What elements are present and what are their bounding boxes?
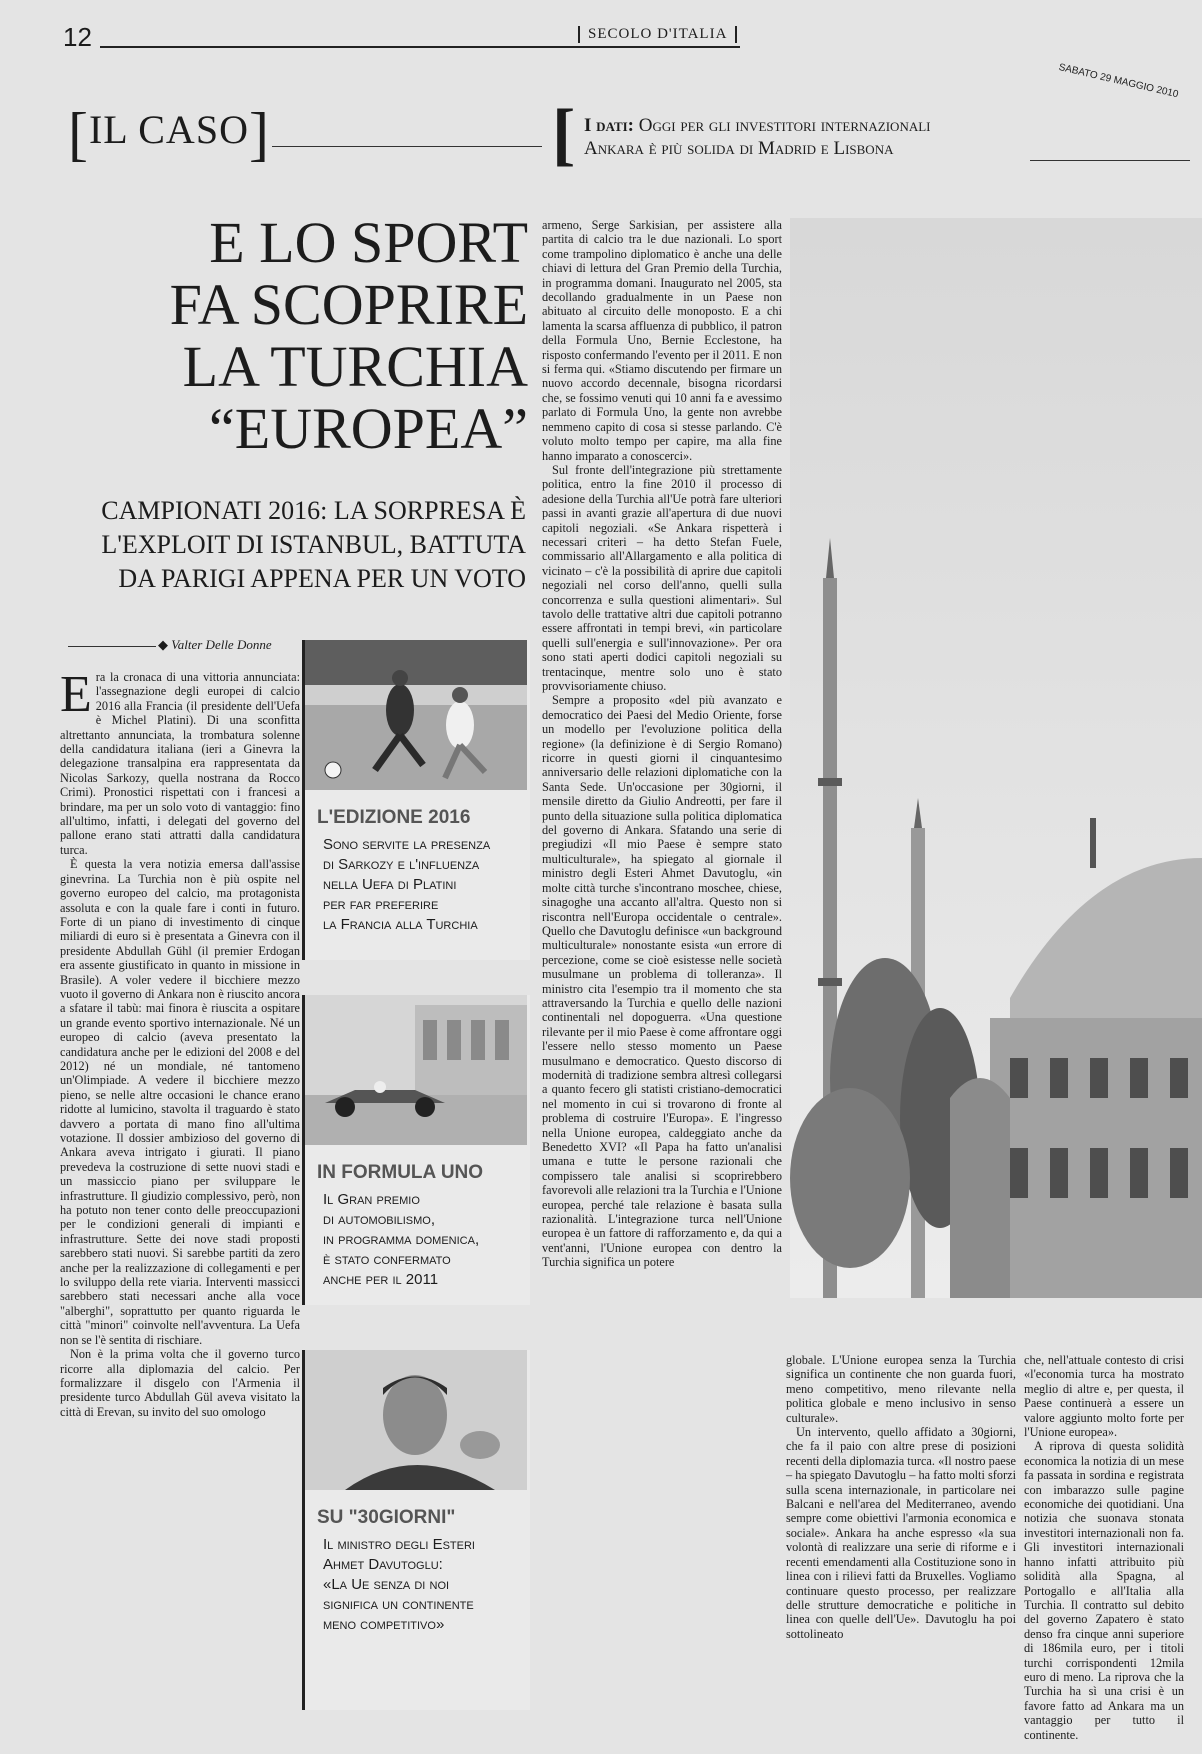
dati-kicker	[584, 114, 1054, 160]
headline-line: FA SCOPRIRE	[169, 272, 528, 337]
dateline: SABATO 29 MAGGIO 2010	[1057, 62, 1180, 101]
headline	[100, 212, 528, 460]
sidebar-text	[323, 1190, 530, 1290]
subhead-line: DA PARIGI APPENA PER UN VOTO	[118, 564, 526, 593]
formula1-photo	[305, 995, 527, 1145]
sidebar-line: Il ministro degli Esteri	[323, 1536, 475, 1553]
section-label: IL CASO	[88, 107, 249, 153]
paragraph: A riprova di questa solidità economica la notizia di un mese fa passata in sordina e registrata con imbarazzo sulle pagine economiche dei quotidiani. Una notizia che suonava stonata investitori internazionali non fa. Gli investitori internazionali hanno infatti attribuito più solidità alla Spagna, al Portogallo e all'Italia alla Turchia. Il contratto sul debito del governo Zapatero è stato denso fra cinque anni superiore di 186mila euro, per i titoli turchi corrispondenti 12mila euro di meno. La riprova che la Turchia ha sì una crisi è un favore fatto ad Ankara ma un vantaggio per tutto il continente.	[1024, 1439, 1184, 1742]
sidebar-text	[323, 835, 530, 935]
header-rule	[100, 46, 740, 48]
dati-label: I dati:	[584, 115, 635, 136]
sidebar-line: la Francia alla Turchia	[323, 916, 478, 933]
kicker-rule	[272, 146, 542, 147]
sidebar-box-30giorni	[302, 1350, 530, 1710]
mosque-photo	[790, 218, 1202, 1298]
sidebar-line: meno competitivo»	[323, 1616, 445, 1633]
paragraph: globale. L'Unione europea senza la Turchia significa un continente che non guarda fuori, meno competitivo, meno rilevante nella politica globale e meno inclusivo in senso culturale».	[786, 1353, 1016, 1425]
subhead-line: L'EXPLOIT DI ISTANBUL, BATTUTA	[101, 530, 526, 559]
paragraph: Sul fronte dell'integrazione più strettamente politica, entro la fine 2010 il processo di adesione della Turchia all'Ue potrà fare ulteriori passi in avanti grazie all'apertura di due nuovi capitoli negoziali. «Se Ankara rispetterà i necessari criteri – ha detto Stefan Fuele, commissario all'Allargamento e alla politica di vicinato – c'è la possibilità di aprire due capitoli negoziali nel corso dell'anno, quelli sulla concorrenza e sulla questioni alimentari». Sul tavolo delle trattative altri due capitoli potranno essere affrontati in tempi brevi, «in particolare quelli sull'energia e sull'innovazione». Per ora sono stati aperti dodici capitoli negoziali su trentacinque, mentre solo uno è stato provvisoriamente chiuso.	[542, 462, 782, 693]
article-column-4	[1024, 1353, 1184, 1742]
paragraph: Un intervento, quello affidato a 30giorni, che fa il paio con altre prese di posizioni recenti della diplomazia turca. «Il nostro paese – ha spiegato Davutoglu – ha fatto molti sforzi sulla scena internazionale, in particolare nei Balcani e nell'area del Mediterraneo, avendo sempre come obiettivi l'armonia economica e sociale». Ankara ha anche espresso «la sua volontà di realizzare una serie di riforme e i recenti emendamenti alla Costituzione sono in linea con i rilievi fatti da Bruxelles. Vogliamo continuare questo processo, per realizzare delle strutture democratiche e politiche in linea con quelle dell'Ue». Davutoglu ha poi sottolineato	[786, 1425, 1016, 1641]
dati-rule	[1030, 160, 1190, 161]
sidebar-text	[323, 1535, 530, 1635]
sidebar-line: Sono servite la presenza	[323, 836, 491, 853]
football-photo	[305, 640, 527, 790]
sidebar-line: per far preferire	[323, 896, 439, 913]
paragraph: ra la cronaca di una vittoria annunciata: l'assegnazione degli europei di calcio 2016 alla Francia (il presidente dell'Uefa è Michel Platini). Di una sconfitta altrettanto annunciata, la trombatura solenne della candidatura italiana (ieri a Ginevra la delegazione transalpina era rappresentata da Nicolas Sarkozy, quella nostrana da Rocco Crimi). Pronostici rispettati con i francesi a brindare, ma per un solo voto di vantaggio: fino all'ultimo, infatti, i delegati del governo del pallone erano stati attratti dalla candidatura turca.	[60, 670, 300, 857]
headline-line: E LO SPORT	[209, 210, 528, 275]
subheadline	[60, 494, 526, 596]
sidebar-line: di automobilismo,	[323, 1211, 436, 1228]
paragraph: che, nell'attuale contesto di crisi «l'economia turca ha mostrato meglio di altre e, per questa, il Paese continuerà a essere un valore aggiunto molto forte per l'Unione europea».	[1024, 1353, 1184, 1440]
section-kicker: [IL CASO]	[68, 101, 270, 167]
byline-rule	[68, 646, 156, 647]
sidebar-title: SU "30GIORNI"	[317, 1507, 456, 1528]
article-column-2	[542, 218, 782, 1728]
dati-text-1: Oggi per gli investitori internazionali	[638, 115, 931, 136]
paragraph: Sempre a proposito «del più avanzato e democratico dei Paesi del Medio Oriente, forse un modello per l'evoluzione politica della regione» (la definizione è di Sergio Romano) ricorre in questi giorni il cinquantesimo anniversario delle relazioni diplomatiche con la Santa Sede. Un'occasione per 30giorni, il mensile diretto da Giulio Andreotti, per fare il punto della situazione sulla politica diplomatica del governo di Ankara. Sfatando una serie di pregiudizi «Il mio Paese è sempre stato multiculturale», ha spiegato al giornale il ministro degli Esteri Ahmet Davutoglu, «in molte città turche s'incontrano moschee, chiese, sinagoghe una accanto all'altra. Questo non si riscontra nell'Europa occidentale o centrale». Quello che Davutoglu definisce «un background multiculturale» nonostante esista «un errore di percezione, come se cioè esistesse nelle società musulmane un problema di tolleranza». Il ministro cita l'esempio tra il momento che sta attraversando la Turchia e quello delle nazioni continentali nel dopoguerra. «Una questione rilevante per il mio Paese è come affrontare oggi l'essere nello stesso momento un Paese musulmano e democratico. Questo discorso di modernità di tradizione sembra altresì collegarsi a quanto fecero gli statisti cristiano-democratici nel momento in cui si trovarono di fronte al problema di costruire l'Europa». E l'ingresso nella Unione europea, caldeggiato anche da Benedetto XVI? «Il Papa ha fatto un'analisi umana e tutte le persone razionali che compissero tale analisi si scoprirebbero favorevoli alle relazioni tra la Turchia e l'Unione europea, perché tale relazione è basata sulla razionalità. L'integrazione turca nell'Unione europea è un fattore di rafforzamento e, da qui a vent'anni, l'Unione europea con dentro la Turchia significa un potere	[542, 693, 782, 1270]
headline-line: LA TURCHIA	[182, 334, 528, 399]
dati-bracket: [	[552, 96, 576, 173]
author-name: Valter Delle Donne	[171, 637, 272, 652]
masthead: SECOLO D'ITALIA	[578, 26, 737, 43]
davutoglu-portrait	[305, 1350, 527, 1490]
dati-text-2: Ankara è più solida di Madrid e Lisbona	[584, 138, 894, 159]
headline-line: “EUROPEA”	[209, 396, 528, 461]
sidebar-line: nella Uefa di Platini	[323, 876, 457, 893]
article-column-1	[60, 666, 300, 1740]
sidebar-line: Ahmet Davutoglu:	[323, 1556, 443, 1573]
subhead-line: CAMPIONATI 2016: LA SORPRESA È	[101, 496, 526, 525]
paragraph: Non è la prima volta che il governo turco ricorre alla diplomazia del calcio. Per formalizzare il disgelo con l'Armenia il presidente turco Abdullah Gül aveva visitato la città di Erevan, su invito del suo omologo	[60, 1347, 300, 1419]
drop-cap: E	[60, 666, 92, 723]
sidebar-title: IN FORMULA UNO	[317, 1162, 484, 1183]
sidebar-line: è stato confermato	[323, 1251, 451, 1268]
sidebar-title: L'EDIZIONE 2016	[317, 807, 471, 828]
sidebar-box-formula1	[302, 995, 530, 1305]
sidebar-line: in programma domenica,	[323, 1231, 480, 1248]
article-column-3	[786, 1353, 1016, 1733]
sidebar-line: significa un continente	[323, 1596, 474, 1613]
paragraph: È questa la vera notizia emersa dall'assise ginevrina. La Turchia non è più ospite nel governo europeo del calcio, ma protagonista assoluta e con la quale fare i conti in futuro. Forte di un piano di investimento di cinque miliardi di euro si è presentata a Ginevra con il presidente Abdullah Gühl (il premier Erdogan era assente giustificato in quanto in missione in Brasile). A voler vedere il bicchiere mezzo vuoto il governo di Ankara non è riuscito ancora a sfatare il tabù: mai finora è riuscita a ospitare un grande evento sportivo internazionale. Né un europeo di calcio (aveva presentato la candidatura anche per le edizioni del 2008 e del 2012) né un mondiale, né tantomeno un'Olimpiade. A vedere il bicchiere mezzo pieno, se nelle altre occasioni le chance erano ridotte al lumicino, stavolta il traguardo è stato davvero a portata di mano fino all'ultima votazione. Il dossier ambizioso del governo di Ankara aveva intrigato i giurati. Il piano prevedeva la costruzione di sette nuovi stadi e un massiccio piano per sviluppare le infrastrutture. Il giudizio complessivo, però, non ha potuto non tener conto delle preoccupazioni per le condizioni generali di impianti e infrastrutture. Sette dei nove stadi proposti sarebbero stati nuovi. Si sarebbe partiti da zero anche per la realizzazione di collegamenti e per lo sviluppo della rete viaria. Interventi massicci sarebbero stati necessari anche alla voce "alberghi", soprattutto per quanto riguarda le città "minori" coinvolte nell'avventura. La Uefa non se l'è sentita di rischiare.	[60, 857, 300, 1347]
sidebar-box-euro2016	[302, 640, 530, 960]
sidebar-line: di Sarkozy e l'influenza	[323, 856, 480, 873]
paragraph: armeno, Serge Sarkisian, per assistere alla partita di calcio tra le due nazionali. Lo sport come trampolino diplomatico è anche una delle chiavi di lettura del Gran Premio della Turchia, in programma domani. Inaugurato nel 2005, sta decollando gradualmente in un Paese non abituato al circuito delle monoposto. E a chi lamenta la scarsa affluenza di pubblico, il patron della Formula Uno, Bernie Ecclestone, ha risposto confermando l'evento per il 2011. E non si ferma qui. «Stiamo discutendo per firmare un nuovo accordo decennale, bisogna ricordarsi che, se fossimo venuti qui 10 anni fa e avessimo parlato di Formula Uno, la gente non avrebbe nemmeno capito di cosa si stesse parlando. C'è voluto molto tempo per capire, ma alla fine hanno imparato a conoscerci».	[542, 218, 782, 463]
sidebar-line: anche per il 2011	[323, 1271, 439, 1288]
byline: ◆ Valter Delle Donne	[158, 637, 272, 652]
page-number: 12	[63, 22, 92, 52]
sidebar-line: «La Ue senza di noi	[323, 1576, 450, 1593]
sidebar-line: Il Gran premio	[323, 1191, 420, 1208]
